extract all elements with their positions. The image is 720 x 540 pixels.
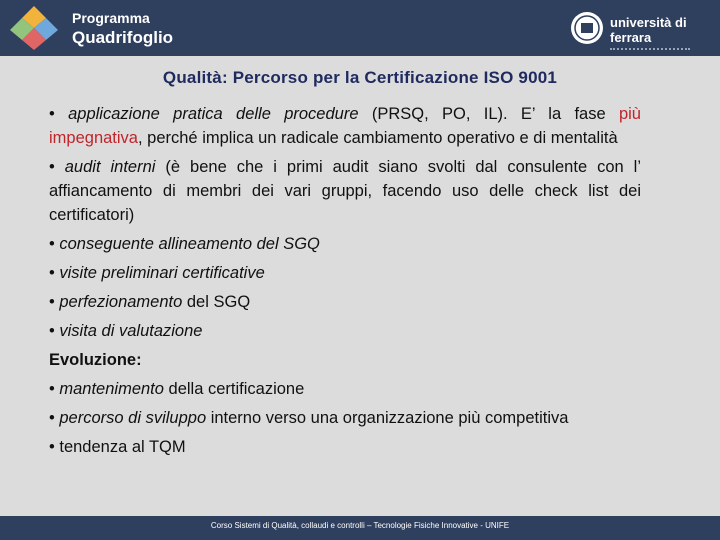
bullet-item	[49, 319, 641, 343]
slide-title: Qualità: Percorso per la Certificazione ISO 9001	[162, 68, 558, 87]
bullet-italic: visite preliminari certificative	[59, 264, 265, 282]
slide-content	[49, 102, 641, 464]
bullet-item	[49, 290, 641, 314]
brand-line-1: Programma	[72, 10, 150, 26]
bullet-item	[49, 435, 641, 459]
bullet-text: interno verso una organizzazione più competitiva	[206, 409, 569, 427]
bullet-item	[49, 155, 641, 227]
university-label: università di ferrara	[610, 15, 687, 45]
university-name	[610, 15, 720, 53]
bullet-italic: visita di valutazione	[59, 322, 203, 340]
bullet-italic: audit interni	[64, 158, 156, 176]
brand-line-2: Quadrifoglio	[72, 28, 174, 47]
bullet-item	[49, 232, 641, 256]
bullet-glyph: •	[49, 322, 55, 340]
bullet-glyph: •	[49, 264, 55, 282]
quatrefoil-logo-icon	[8, 4, 60, 52]
brand-name	[72, 8, 173, 48]
bullet-italic: conseguente allineamento del SGQ	[59, 235, 320, 253]
bullet-glyph: •	[49, 105, 55, 123]
evolution-heading: Evoluzione:	[49, 351, 142, 369]
bullet-item	[49, 377, 641, 401]
footer-text: Corso Sistemi di Qualità, collaudi e controlli – Tecnologie Fisiche Innovative - UNIFE	[210, 521, 510, 530]
bullet-italic: perfezionamento	[59, 293, 183, 311]
header-bar	[0, 0, 720, 56]
bullet-glyph: •	[49, 293, 55, 311]
highlight-text: più impegnativa	[49, 105, 641, 147]
footer-bar	[0, 516, 720, 540]
bullet-italic: percorso di sviluppo	[59, 409, 207, 427]
bullet-text: del SGQ	[182, 293, 251, 311]
bullet-glyph: •	[49, 158, 55, 176]
bullet-glyph: •	[49, 380, 55, 398]
university-tagline-line	[610, 48, 690, 53]
bullet-text: , perché implica un radicale cambiamento operativo e di mentalità	[137, 129, 618, 147]
bullet-glyph: •	[49, 409, 55, 427]
bullet-italic: applicazione pratica delle procedure	[68, 105, 359, 123]
bullet-text: (PRSQ, PO, IL). E’ la fase	[358, 105, 619, 123]
bullet-item	[49, 406, 641, 430]
bullet-text: (è bene che i primi audit siano svolti dal consulente con l’ affiancamento di membri dei vari gruppi, facendo uso delle check list dei certificatori)	[49, 158, 641, 224]
bullet-glyph: •	[49, 438, 55, 456]
bullet-text: della certificazione	[163, 380, 305, 398]
bullet-italic: mantenimento	[59, 380, 164, 398]
bullet-glyph: •	[49, 235, 55, 253]
university-seal-icon	[570, 11, 604, 45]
bullet-item	[49, 102, 641, 150]
bullet-item	[49, 261, 641, 285]
bullet-text: tendenza al TQM	[59, 438, 186, 456]
